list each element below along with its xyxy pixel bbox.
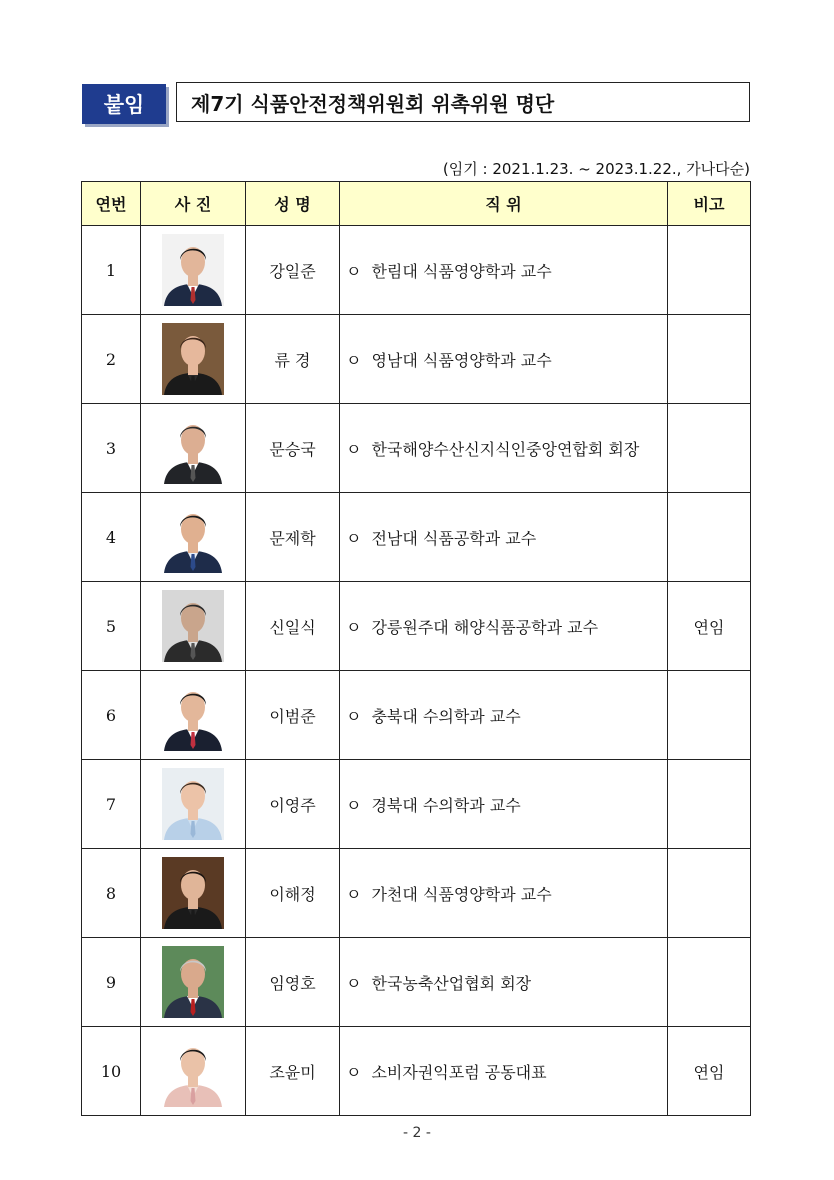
position-text: 영남대 식품영양학과 교수 — [371, 350, 552, 370]
bullet-mark: ㅇ — [346, 617, 362, 637]
table-header-row — [82, 182, 751, 226]
row-number: 5 — [82, 582, 141, 671]
member-photo — [162, 1035, 224, 1107]
member-photo — [162, 768, 224, 840]
member-name: 문승국 — [246, 404, 340, 493]
bullet-mark: ㅇ — [346, 439, 362, 459]
document-title: 제7기 식품안전정책위원회 위촉위원 명단 — [176, 82, 750, 122]
position-text: 충북대 수의학과 교수 — [371, 706, 521, 726]
member-position — [340, 315, 668, 404]
term-note: (임기 : 2021.1.23. ~ 2023.1.22., 가나다순) — [442, 160, 750, 178]
page-number: - 2 - — [403, 1125, 431, 1141]
member-photo-cell — [141, 582, 246, 671]
member-name: 임영호 — [246, 938, 340, 1027]
row-number: 8 — [82, 849, 141, 938]
member-photo-cell — [141, 493, 246, 582]
member-note — [668, 493, 751, 582]
bullet-mark: ㅇ — [346, 795, 362, 815]
member-position — [340, 582, 668, 671]
position-text: 가천대 식품영양학과 교수 — [371, 884, 552, 904]
header-photo: 사 진 — [141, 182, 246, 226]
member-name: 류 경 — [246, 315, 340, 404]
member-name: 이해정 — [246, 849, 340, 938]
member-note — [668, 671, 751, 760]
member-position — [340, 1027, 668, 1116]
table-row — [82, 315, 751, 404]
member-photo — [162, 323, 224, 395]
member-name: 이영주 — [246, 760, 340, 849]
header-position: 직 위 — [340, 182, 668, 226]
table-row — [82, 226, 751, 315]
position-text: 경북대 수의학과 교수 — [371, 795, 521, 815]
member-note — [668, 760, 751, 849]
member-name: 문제학 — [246, 493, 340, 582]
bullet-mark: ㅇ — [346, 350, 362, 370]
member-note — [668, 226, 751, 315]
bullet-mark: ㅇ — [346, 884, 362, 904]
bullet-mark: ㅇ — [346, 706, 362, 726]
member-position — [340, 226, 668, 315]
header-note: 비고 — [668, 182, 751, 226]
member-photo — [162, 590, 224, 662]
member-name: 신일식 — [246, 582, 340, 671]
row-number: 4 — [82, 493, 141, 582]
member-note — [668, 404, 751, 493]
member-name: 조윤미 — [246, 1027, 340, 1116]
header-number: 연번 — [82, 182, 141, 226]
member-note — [668, 938, 751, 1027]
table-row — [82, 849, 751, 938]
row-number: 2 — [82, 315, 141, 404]
position-text: 한국해양수산신지식인중앙연합회 회장 — [371, 439, 640, 459]
member-position — [340, 404, 668, 493]
member-photo — [162, 679, 224, 751]
member-photo — [162, 857, 224, 929]
header-name: 성 명 — [246, 182, 340, 226]
member-photo — [162, 946, 224, 1018]
position-text: 한림대 식품영양학과 교수 — [371, 261, 552, 281]
bullet-mark: ㅇ — [346, 973, 362, 993]
table-row — [82, 760, 751, 849]
bullet-mark: ㅇ — [346, 528, 362, 548]
member-photo — [162, 412, 224, 484]
member-photo-cell — [141, 849, 246, 938]
member-photo-cell — [141, 315, 246, 404]
table-row — [82, 938, 751, 1027]
member-position — [340, 938, 668, 1027]
member-photo-cell — [141, 1027, 246, 1116]
row-number: 9 — [82, 938, 141, 1027]
member-note: 연임 — [668, 1027, 751, 1116]
member-photo-cell — [141, 404, 246, 493]
member-name: 이범준 — [246, 671, 340, 760]
table-row — [82, 404, 751, 493]
member-note: 연임 — [668, 582, 751, 671]
position-text: 강릉원주대 해양식품공학과 교수 — [371, 617, 599, 637]
table-row — [82, 582, 751, 671]
member-photo — [162, 234, 224, 306]
title-row — [82, 82, 752, 126]
member-position — [340, 849, 668, 938]
position-text: 전남대 식품공학과 교수 — [371, 528, 537, 548]
table-row — [82, 1027, 751, 1116]
member-photo-cell — [141, 671, 246, 760]
table-row — [82, 493, 751, 582]
position-text: 한국농축산업협회 회장 — [371, 973, 532, 993]
row-number: 6 — [82, 671, 141, 760]
bullet-mark: ㅇ — [346, 1062, 362, 1082]
attachment-badge: 붙임 — [82, 84, 166, 124]
row-number: 10 — [82, 1027, 141, 1116]
member-table — [81, 181, 751, 1116]
member-note — [668, 849, 751, 938]
member-position — [340, 493, 668, 582]
bullet-mark: ㅇ — [346, 261, 362, 281]
member-note — [668, 315, 751, 404]
member-position — [340, 760, 668, 849]
member-photo-cell — [141, 226, 246, 315]
member-photo-cell — [141, 760, 246, 849]
row-number: 3 — [82, 404, 141, 493]
row-number: 1 — [82, 226, 141, 315]
row-number: 7 — [82, 760, 141, 849]
member-photo — [162, 501, 224, 573]
member-name: 강일준 — [246, 226, 340, 315]
member-photo-cell — [141, 938, 246, 1027]
position-text: 소비자권익포럼 공동대표 — [371, 1062, 547, 1082]
member-position — [340, 671, 668, 760]
table-row — [82, 671, 751, 760]
